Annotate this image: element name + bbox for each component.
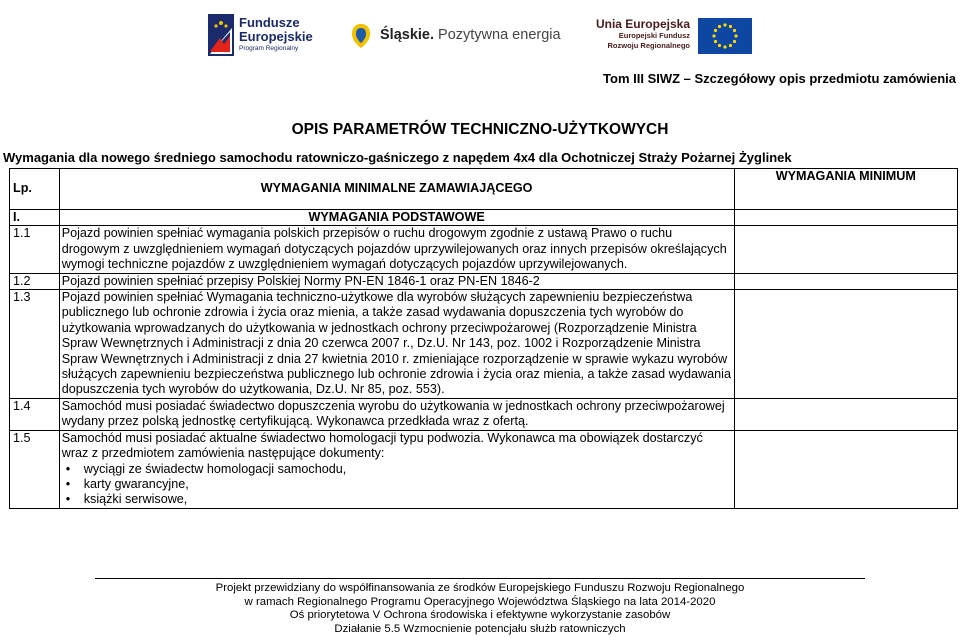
page-subtitle: Wymagania dla nowego średniego samochodu ratowniczo-gaśniczego z napędem 4x4 dla Ochotniczej Straży Pożarnej Żyglinek (3, 150, 792, 165)
fe-line3: Program Regionalny (239, 45, 299, 52)
row-lp: 1.4 (10, 398, 60, 430)
row-text: Pojazd powinien spełniać Wymagania techniczno-użytkowe dla wyrobów służących zapewnieniu bezpieczeństwa publicznego lub ochronie zdrowia i życia oraz mienia, a także zasad wydawania dopuszczenia tych wyrobów do użytkowania wprowadzanych do użytkowania w jednostkach ochrony przeciwpożarowej (Rozporządzenie Ministra Spraw Wewnętrznych i Administracji z dnia 20 czerwca 2007 r., Dz.U. Nr 143, poz. 1002 i Rozporządzenie Ministra Spraw Wewnętrznych i Administracji z dnia 27 kwietnia 2010 r. zmieniające rozporządzenie w sprawie wykazu wyrobów służących zapewnieniu bezpieczeństwa publicznego lub ochronie zdrowia i życia oraz mienia, a także zasad wydawania dopuszczenia tych wyrobów do użytkowania, Dz.U. Nr 85, poz. 553). (59, 290, 734, 399)
fe-line1: Fundusze (239, 15, 300, 30)
header-requirements: WYMAGANIA MINIMALNE ZAMAWIAJĄCEGO (59, 169, 734, 210)
eu-line2: Europejski Fundusz (618, 31, 690, 40)
row-text: Samochód musi posiadać aktualne świadectwo homologacji typu podwozia. Wykonawca ma obowiązek dostarczyć wraz z przedmiotem zamówienia następujące dokumenty: (61, 430, 703, 461)
fundusze-europejskie-icon (208, 14, 234, 56)
row-text: Samochód musi posiadać świadectwo dopuszczenia wyrobu do użytkowania w jednostkach ochrony przeciwpożarowej wydany przez polską jednostkę certyfikującą. Wykonawca przedkłada wraz z ofertą. (59, 398, 734, 430)
fundusze-europejskie-logo (208, 12, 323, 62)
row-minimum-cell (734, 226, 957, 273)
footer-line2: w ramach Regionalnego Programu Operacyjnego Województwa Śląskiego na lata 2014-2020 (244, 595, 716, 608)
header-minimum: WYMAGANIA MINIMUM (734, 169, 957, 210)
footer (0, 582, 960, 636)
row-minimum-cell (734, 273, 957, 289)
table-header-row (10, 169, 958, 210)
slaskie-wordmark (380, 27, 561, 43)
fe-wordmark (239, 16, 313, 53)
slaskie-logo (350, 20, 570, 54)
row-lp: 1.5 (10, 430, 60, 508)
header-lp: Lp. (10, 169, 60, 210)
row-text: Pojazd powinien spełniać wymagania polskich przepisów o ruchu drogowym zgodnie z ustawą Prawo o ruchu drogowym z uwzględnieniem wymagań dotyczących pojazdów uprzywilejowanych oraz innych przepisów określających wymogi techniczne pojazdów z uwzględnieniem wymagań dotyczących pojazdów uprzywilejowanych. (59, 226, 734, 273)
page-title: OPIS PARAMETRÓW TECHNICZNO-UŻYTKOWYCH (291, 121, 669, 138)
footer-line4: Działanie 5.5 Wzmocnienie potencjału służb ratowniczych (334, 622, 626, 635)
table-row (10, 290, 958, 399)
table-row (10, 430, 958, 508)
section-minimum-cell (734, 210, 957, 226)
eu-wordmark (590, 17, 690, 51)
eu-flag-icon (698, 18, 752, 54)
footer-line3: Oś priorytetowa V Ochrona środowiska i efektywne wykorzystanie zasobów (289, 609, 671, 621)
list-item: • karty gwarancyjne, (84, 477, 732, 492)
section-row (10, 210, 958, 226)
document-volume-title: Tom III SIWZ – Szczegółowy opis przedmiotu zamówienia (603, 71, 956, 86)
section-title: WYMAGANIA PODSTAWOWE (59, 210, 734, 226)
row-minimum-cell (734, 430, 957, 508)
table-row (10, 226, 958, 273)
list-item: • wyciągi ze świadectw homologacji samochodu, (84, 462, 732, 477)
unia-europejska-logo (590, 14, 760, 60)
row-lp: 1.3 (10, 290, 60, 399)
eu-line3: Rozwoju Regionalnego (607, 41, 690, 50)
fe-line2: Europejskie (239, 29, 313, 44)
document-list (62, 462, 732, 508)
requirements-table (9, 168, 958, 509)
row-text: Pojazd powinien spełniać przepisy Polskiej Normy PN-EN 1846-1 oraz PN-EN 1846-2 (59, 273, 734, 289)
row-minimum-cell (734, 290, 957, 399)
slaskie-icon (350, 22, 372, 50)
slaskie-brand: Śląskie. (380, 27, 435, 43)
table-row (10, 398, 958, 430)
list-item: • książki serwisowe, (84, 492, 732, 507)
slaskie-slogan: Pozytywna energia (434, 27, 561, 43)
row-lp: 1.2 (10, 273, 60, 289)
footer-divider (95, 578, 865, 579)
row-minimum-cell (734, 398, 957, 430)
table-row (10, 273, 958, 289)
eu-line1: Unia Europejska (595, 17, 690, 31)
row-content (59, 430, 734, 508)
row-lp: 1.1 (10, 226, 60, 273)
footer-line1: Projekt przewidziany do współfinansowania ze środków Europejskiego Funduszu Rozwoju Regionalnego (215, 582, 745, 594)
logo-bar (0, 0, 960, 68)
section-number: I. (10, 210, 60, 226)
